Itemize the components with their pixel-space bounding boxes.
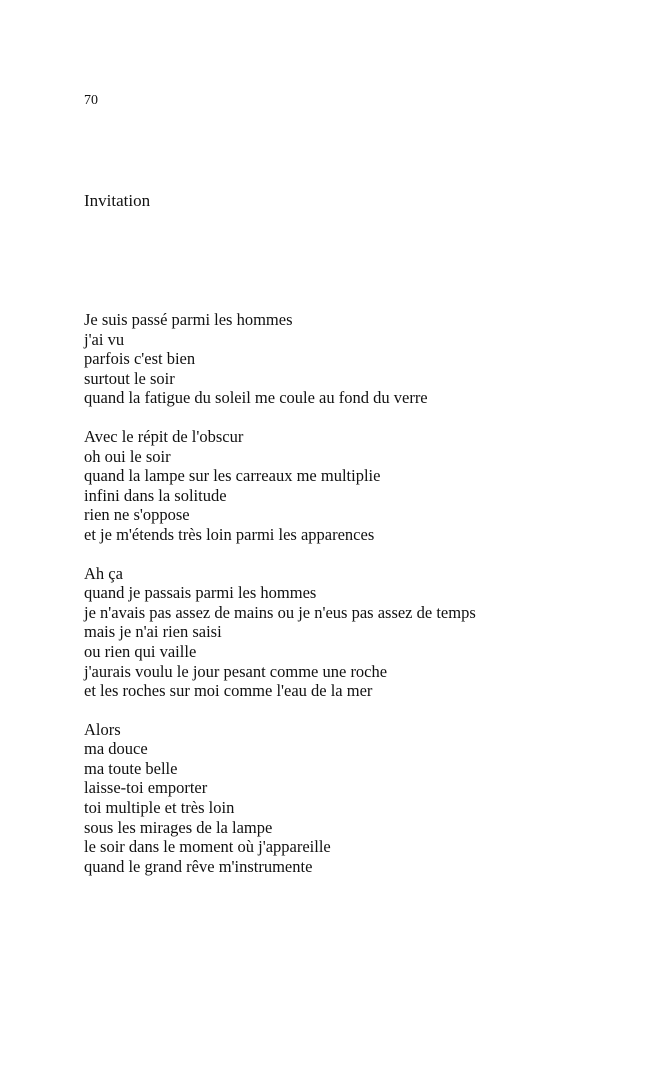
- poem-line: ou rien qui vaille: [84, 641, 197, 661]
- poem-line: mais je n'ai rien saisi: [84, 622, 222, 642]
- poem-line: parfois c'est bien: [84, 349, 196, 369]
- poem-line: Ah ça: [84, 563, 123, 583]
- poem-body: [84, 310, 624, 895]
- poem-line: ma douce: [84, 739, 148, 759]
- poem-line: rien ne s'oppose: [84, 505, 190, 525]
- poem-line: toi multiple et très loin: [84, 798, 235, 818]
- poem-line: le soir dans le moment où j'appareille: [84, 837, 331, 857]
- poem-line: infini dans la solitude: [84, 485, 227, 505]
- page-number: 70: [84, 93, 98, 108]
- poem-line: et je m'étends très loin parmi les apparences: [84, 524, 375, 544]
- poem-line: et les roches sur moi comme l'eau de la mer: [84, 681, 373, 701]
- poem-line: Alors: [84, 719, 121, 739]
- poem-line: quand le grand rêve m'instrumente: [84, 856, 313, 876]
- poem-line: j'aurais voulu le jour pesant comme une roche: [84, 661, 388, 681]
- poem-line: quand la lampe sur les carreaux me multiplie: [84, 466, 381, 486]
- stanza-1: [84, 310, 624, 408]
- poem-line: Avec le répit de l'obscur: [84, 426, 244, 446]
- poem-line: Je suis passé parmi les hommes: [84, 310, 293, 329]
- poem-line: j'ai vu: [84, 329, 125, 349]
- poem-line: surtout le soir: [84, 368, 175, 388]
- poem-line: quand la fatigue du soleil me coule au fond du verre: [84, 388, 428, 408]
- poem-line: ma toute belle: [84, 758, 178, 778]
- poem-line: je n'avais pas assez de mains ou je n'eus pas assez de temps: [84, 602, 476, 622]
- poem-line: laisse-toi emporter: [84, 778, 208, 798]
- poem-line: oh oui le soir: [84, 446, 171, 466]
- poem-line: quand je passais parmi les hommes: [84, 583, 317, 603]
- poem-line: sous les mirages de la lampe: [84, 817, 273, 837]
- stanza-2: [84, 427, 624, 545]
- stanza-4: [84, 720, 624, 877]
- stanza-3: [84, 564, 624, 701]
- poem-title: Invitation: [84, 191, 151, 210]
